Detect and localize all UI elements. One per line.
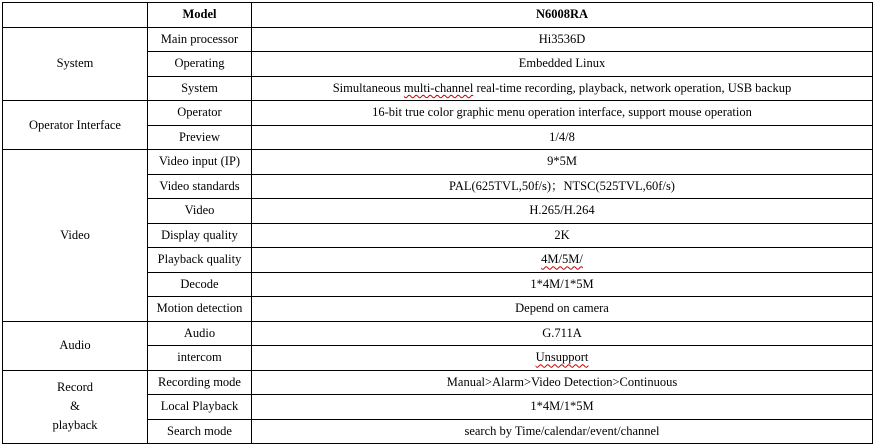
group-line: &	[70, 399, 80, 414]
model-label: Model	[148, 3, 252, 28]
value-text: PAL(625TVL,50f/s)	[449, 178, 551, 193]
row-label: Recording mode	[148, 370, 252, 395]
row-label: intercom	[148, 346, 252, 371]
row-value: 2K	[252, 223, 873, 248]
row-label: Display quality	[148, 223, 252, 248]
row-label: Decode	[148, 272, 252, 297]
row-value: Embedded Linux	[252, 52, 873, 77]
value-text: real-time recording, playback, network operation, USB backup	[473, 80, 792, 95]
group-operator-interface: Operator Interface	[3, 101, 148, 150]
row-value: search by Time/calendar/event/channel	[252, 419, 873, 444]
row-label: Operator	[148, 101, 252, 126]
row-value: 16-bit true color graphic menu operation interface, support mouse operation	[252, 101, 873, 126]
row-value: Hi3536D	[252, 27, 873, 52]
row-value	[252, 248, 873, 273]
row-value: 9*5M	[252, 150, 873, 175]
table-row	[3, 27, 873, 52]
row-label: Audio	[148, 321, 252, 346]
row-label: Search mode	[148, 419, 252, 444]
row-value	[252, 346, 873, 371]
group-audio: Audio	[3, 321, 148, 370]
row-value: 1/4/8	[252, 125, 873, 150]
group-video: Video	[3, 150, 148, 322]
row-value: G.711A	[252, 321, 873, 346]
table-row	[3, 321, 873, 346]
header-blank-cell	[3, 3, 148, 28]
group-line: playback	[52, 418, 98, 433]
row-label: Video input (IP)	[148, 150, 252, 175]
value-text: NTSC(525TVL,60f/s)	[563, 178, 675, 193]
row-label: Operating	[148, 52, 252, 77]
spellcheck-word: Unsupport	[535, 350, 589, 365]
spellcheck-word: multi-channel	[403, 80, 474, 95]
header-row	[3, 3, 873, 28]
spellcheck-word: 4M/5M/	[541, 252, 583, 267]
group-system: System	[3, 27, 148, 101]
value-separator: ；	[551, 178, 564, 193]
table-row	[3, 370, 873, 395]
row-label: Motion detection	[148, 297, 252, 322]
row-value: 1*4M/1*5M	[252, 395, 873, 420]
row-label: Local Playback	[148, 395, 252, 420]
table-row	[3, 150, 873, 175]
row-value: H.265/H.264	[252, 199, 873, 224]
row-value	[252, 76, 873, 101]
row-value: 1*4M/1*5M	[252, 272, 873, 297]
group-line: Record	[56, 380, 94, 395]
row-value: Manual>Alarm>Video Detection>Continuous	[252, 370, 873, 395]
row-value	[252, 174, 873, 199]
model-value: N6008RA	[252, 3, 873, 28]
row-value: Depend on camera	[252, 297, 873, 322]
row-label: Main processor	[148, 27, 252, 52]
row-label: Video standards	[148, 174, 252, 199]
row-label: System	[148, 76, 252, 101]
spec-table	[2, 2, 873, 444]
table-row	[3, 101, 873, 126]
group-record-playback	[3, 370, 148, 444]
row-label: Playback quality	[148, 248, 252, 273]
value-text: Simultaneous	[332, 80, 404, 95]
row-label: Video	[148, 199, 252, 224]
row-label: Preview	[148, 125, 252, 150]
